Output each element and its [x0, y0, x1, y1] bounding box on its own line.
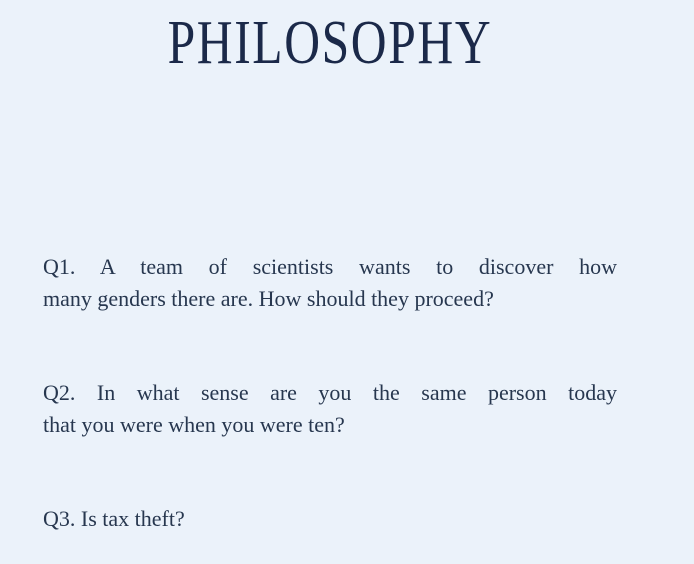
question-q2 [43, 377, 617, 441]
question-q1-line-2: many genders there are. How should they proceed? [43, 286, 494, 311]
question-q1-line-1: Q1. A team of scientists wants to discover how [43, 254, 617, 279]
page-title-text: PHILOSOPHY [167, 9, 493, 77]
page-title [43, 10, 617, 77]
question-q3 [43, 503, 617, 535]
question-q2-line-1: Q2. In what sense are you the same person today [43, 380, 617, 405]
question-q3-line-1: Q3. Is tax theft? [43, 506, 185, 531]
question-q2-line-2: that you were when you were ten? [43, 412, 345, 437]
question-q1 [43, 251, 617, 315]
philosophy-page [0, 10, 694, 535]
content-column [43, 10, 617, 535]
